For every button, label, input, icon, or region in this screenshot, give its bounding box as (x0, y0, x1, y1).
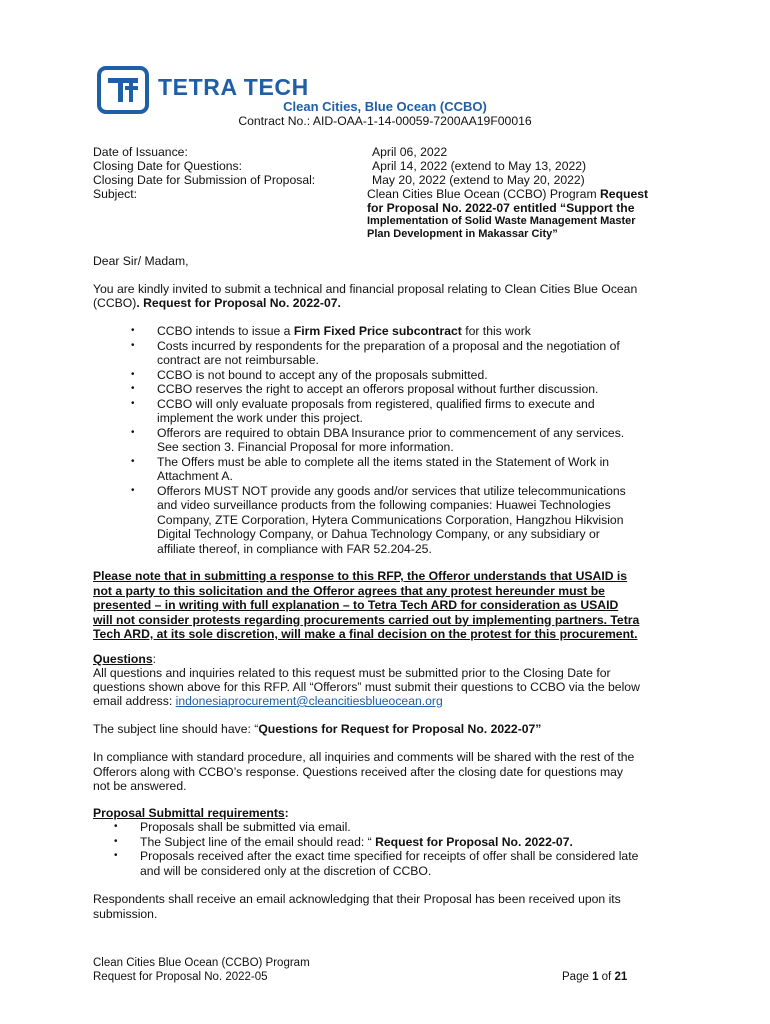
list-item (131, 382, 677, 397)
bullet-dot-icon: • (114, 821, 118, 832)
email-prefix: email address: (93, 694, 176, 708)
bullet-text: implement the work under this project. (157, 411, 363, 425)
bullet-dot-icon: • (131, 339, 135, 351)
submittal-text: and will be considered only at the discretion of CCBO. (140, 863, 432, 878)
issuance-value: April 06, 2022 (372, 145, 448, 159)
bullet-text: CCBO intends to issue a (157, 324, 294, 338)
bullet-dot-icon: • (131, 397, 135, 409)
compliance-paragraph (93, 750, 634, 794)
questions-heading-colon: : (152, 652, 156, 666)
ack-line: Respondents shall receive an email acknowledging that their Proposal has been received upon its (93, 892, 621, 906)
list-item (131, 367, 677, 383)
subject-value (367, 187, 648, 202)
bullet-text: Attachment A. (157, 469, 233, 483)
list-item (131, 454, 677, 484)
protest-notice (93, 569, 693, 642)
submittal-text: Proposals received after the exact time specified for receipts of offer shall be considered late (140, 849, 639, 863)
contract-number: Contract No.: AID-OAA-1-14-00059-7200AA19F00016 (238, 114, 532, 128)
bullet-text: Company, ZTE Corporation, Hytera Communications Corporation, Hangzhou Hikvision (157, 512, 624, 527)
subject-line-2: for Proposal No. 2022-07 entitled “Support the (367, 201, 635, 215)
submittal-heading-text: Proposal Submittal requirements (93, 806, 285, 820)
salutation: Dear Sir/ Madam, (93, 254, 189, 268)
submittal-heading (93, 806, 289, 821)
bullet-dot-icon: • (131, 455, 135, 467)
bullet-dot-icon: • (114, 835, 118, 847)
bullet-text: See section 3. Financial Proposal for more information. (157, 440, 454, 454)
submittal-heading-colon: : (284, 806, 289, 820)
procurement-email-link[interactable]: indonesiaprocurement@cleancitiesblueocean.org (175, 694, 443, 708)
page-number (562, 970, 627, 984)
compliance-line: Offerors along with CCBO’s response. Questions received after the closing date for questions may (93, 764, 623, 779)
submission-closing-value: May 20, 2022 (extend to May 20, 2022) (372, 173, 585, 187)
bullet-text: affiliate thereof, in compliance with FAR 52.204-25. (157, 541, 432, 556)
compliance-line: not be answered. (93, 779, 187, 793)
subject-bold: Request (600, 187, 649, 201)
questions-heading (93, 652, 156, 667)
submittal-text: The Subject line of the email should read: “ (140, 834, 376, 849)
bullet-text: Offerors are required to obtain DBA Insurance prior to commencement of any services. (157, 425, 625, 440)
list-item (114, 834, 680, 850)
bullet-text: The Offers must be able to complete all the items stated in the Statement of Work in (157, 454, 610, 469)
bullet-text: Digital Technology Company, or Dahua Technology Company, or any subsidiary or (157, 527, 600, 541)
subject-line-3: Implementation of Solid Waste Management Master (367, 215, 636, 227)
questions-line-3 (93, 694, 443, 709)
list-item (131, 338, 677, 368)
bullet-dot-icon: • (131, 325, 135, 336)
bullet-text: contract are not reimbursable. (157, 353, 319, 367)
page-prefix: Page (562, 971, 593, 983)
list-item (131, 425, 677, 455)
bullet-text: CCBO reserves the right to accept an offerors proposal without further discussion. (157, 382, 599, 396)
intro-bold: . Request for Proposal No. 2022-07. (136, 296, 341, 310)
bullet-text: CCBO is not bound to accept any of the proposals submitted. (157, 367, 488, 382)
list-item (131, 396, 677, 426)
questions-heading-text: Questions (93, 652, 153, 666)
questions-line-1: All questions and inquiries related to this request must be submitted prior to the Closing Date for (93, 666, 611, 680)
subject-plain: Clean Cities Blue Ocean (CCBO) Program (367, 187, 600, 201)
bullet-text: Offerors MUST NOT provide any goods and/or services that utilize telecommunications (157, 483, 626, 498)
list-item (114, 820, 680, 835)
ack-line: submission. (93, 906, 158, 921)
notice-line: not a party to this solicitation and the Offeror agrees that any protest hereunder must be (93, 583, 605, 598)
subject-label: Subject: (93, 187, 138, 201)
document-title: Clean Cities, Blue Ocean (CCBO) (283, 99, 487, 114)
submission-closing-label: Closing Date for Submission of Proposal: (93, 173, 316, 187)
conditions-list (131, 324, 677, 556)
questions-closing-label: Closing Date for Questions: (93, 159, 243, 173)
bullet-text: CCBO will only evaluate proposals from registered, qualified firms to execute and (157, 396, 595, 411)
subject-instruction-prefix: The subject line should have: “ (93, 722, 259, 736)
bullet-text: for this work (461, 324, 531, 338)
submittal-list (114, 820, 680, 878)
page-separator: of (598, 971, 615, 983)
submittal-bold: Request for Proposal No. 2022-07. (375, 834, 573, 849)
total-pages: 21 (614, 971, 628, 983)
notice-line: Please note that in submitting a response to this RFP, the Offeror understands that USAID is (93, 569, 628, 583)
current-page: 1 (592, 971, 599, 983)
bullet-text: Costs incurred by respondents for the preparation of a proposal and the negotiation of (157, 338, 620, 353)
issuance-label: Date of Issuance: (93, 145, 188, 159)
list-item (131, 324, 677, 339)
bullet-dot-icon: • (131, 383, 135, 394)
intro-line-2 (93, 296, 341, 311)
intro-line-1: You are kindly invited to submit a technical and financial proposal relating to Clean Cities Blue Ocean (93, 282, 638, 296)
footer-rfp: Request for Proposal No. 2022-05 (93, 971, 268, 983)
subject-line-4: Plan Development in Makassar City” (367, 228, 558, 240)
questions-line-2: questions shown above for this RFP. All “Offerors” must submit their questions to CCBO via the below (93, 680, 640, 694)
subject-line-instruction (93, 722, 541, 737)
notice-line: presented – in writing with full explanation – to Tetra Tech ARD for consideration as USAID (93, 598, 619, 612)
logo-text: TETRA TECH (158, 74, 309, 100)
questions-closing-value: April 14, 2022 (extend to May 13, 2022) (372, 159, 587, 173)
bullet-dot-icon: • (131, 426, 135, 438)
list-item (131, 483, 677, 557)
bullet-text: and video surveillance products from the following companies: Huawei Technologies (157, 498, 611, 512)
bullet-dot-icon: • (114, 850, 118, 861)
footer-program: Clean Cities Blue Ocean (CCBO) Program (93, 957, 310, 969)
subject-instruction-bold: Questions for Request for Proposal No. 2022-07” (258, 722, 542, 736)
bullet-bold: Firm Fixed Price subcontract (293, 324, 462, 338)
acknowledgement-paragraph (93, 892, 621, 921)
notice-line: will not consider protests regarding procurements carried out by implementing partners. Tetra (93, 612, 640, 627)
bullet-dot-icon: • (131, 484, 135, 496)
submittal-text: Proposals shall be submitted via email. (140, 820, 351, 834)
compliance-line: In compliance with standard procedure, all inquiries and comments will be shared with the rest of the (93, 750, 635, 764)
list-item (114, 849, 680, 878)
bullet-dot-icon: • (131, 368, 135, 380)
intro-plain: (CCBO) (93, 296, 137, 310)
notice-line: Tech ARD, at its sole discretion, will make a final decision on the protest for this procurement. (93, 627, 638, 641)
